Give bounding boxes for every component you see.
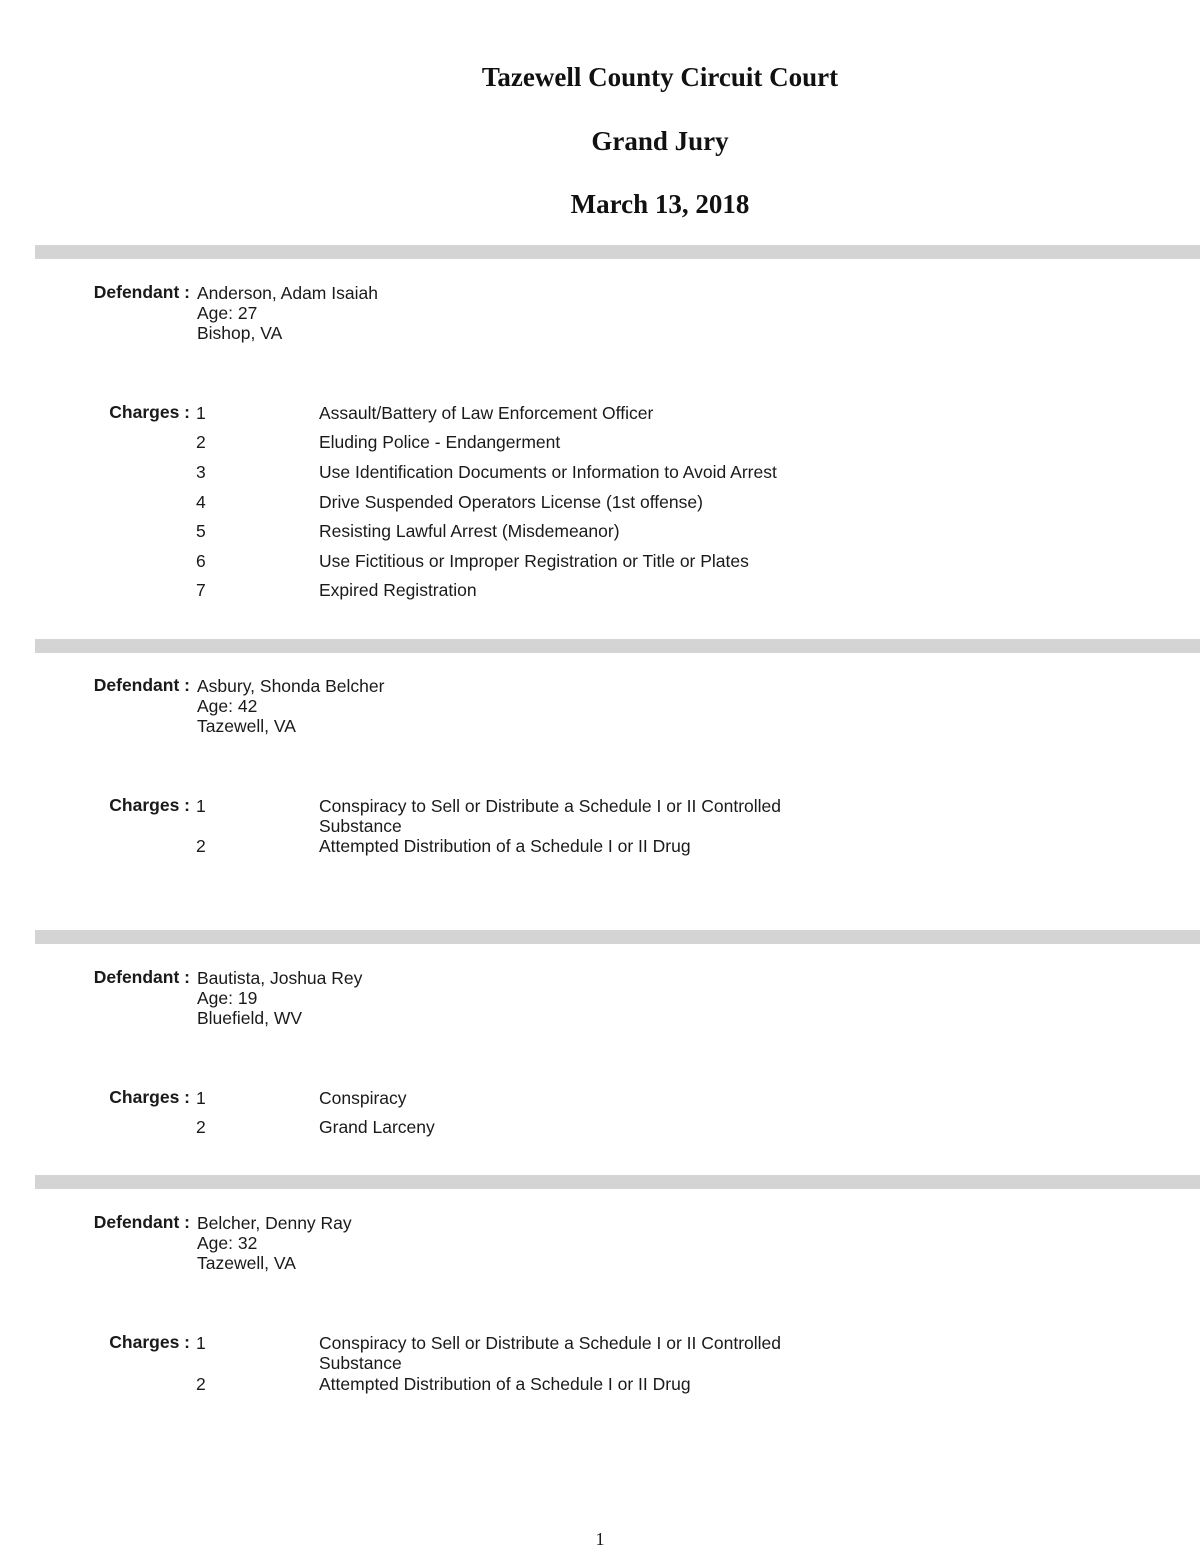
defendant-location: Tazewell, VA bbox=[197, 1253, 296, 1273]
charge-description: Resisting Lawful Arrest (Misdemeanor) bbox=[319, 521, 620, 541]
date-title: March 13, 2018 bbox=[570, 189, 750, 219]
defendant-label: Defendant : bbox=[93, 282, 190, 302]
charge-number: 1 bbox=[196, 403, 206, 423]
charge-description: Use Fictitious or Improper Registration or Title or Plates bbox=[319, 551, 749, 571]
defendant-label: Defendant : bbox=[93, 675, 190, 695]
charge-description: Use Identification Documents or Information to Avoid Arrest bbox=[319, 462, 777, 482]
court-title: Tazewell County Circuit Court bbox=[481, 62, 839, 92]
charge-number: 2 bbox=[196, 1117, 206, 1137]
section-divider bbox=[35, 639, 1200, 653]
charge-number: 2 bbox=[196, 836, 206, 856]
charge-description: Expired Registration bbox=[319, 580, 477, 600]
charge-number: 1 bbox=[196, 796, 206, 816]
charge-description: Attempted Distribution of a Schedule I or II Drug bbox=[319, 836, 691, 856]
charges-label: Charges : bbox=[109, 795, 190, 815]
defendant-name: Anderson, Adam Isaiah bbox=[197, 283, 378, 303]
defendant-location: Bluefield, WV bbox=[197, 1008, 303, 1028]
charge-description-continued: Substance bbox=[319, 1353, 402, 1373]
section-divider bbox=[35, 930, 1200, 944]
charge-number: 3 bbox=[196, 462, 206, 482]
defendant-name: Asbury, Shonda Belcher bbox=[197, 676, 385, 696]
defendant-location: Bishop, VA bbox=[197, 323, 283, 343]
charge-number: 6 bbox=[196, 551, 206, 571]
charges-label: Charges : bbox=[109, 1332, 190, 1352]
charge-number: 7 bbox=[196, 580, 206, 600]
section-divider bbox=[35, 245, 1200, 259]
defendant-age: Age: 27 bbox=[197, 303, 258, 323]
defendant-location: Tazewell, VA bbox=[197, 716, 296, 736]
charges-label: Charges : bbox=[109, 402, 190, 422]
charge-description: Conspiracy bbox=[319, 1088, 407, 1108]
defendant-age: Age: 32 bbox=[197, 1233, 258, 1253]
section-divider bbox=[35, 1175, 1200, 1189]
defendant-age: Age: 19 bbox=[197, 988, 258, 1008]
charge-number: 5 bbox=[196, 521, 206, 541]
charge-number: 2 bbox=[196, 1374, 206, 1394]
session-title: Grand Jury bbox=[591, 126, 729, 156]
defendant-label: Defendant : bbox=[93, 967, 190, 987]
charge-description-continued: Substance bbox=[319, 816, 402, 836]
charge-description: Eluding Police - Endangerment bbox=[319, 432, 561, 452]
charge-number: 2 bbox=[196, 432, 206, 452]
defendant-name: Bautista, Joshua Rey bbox=[197, 968, 363, 988]
charge-number: 1 bbox=[196, 1333, 206, 1353]
page-number: 1 bbox=[595, 1529, 605, 1549]
defendant-age: Age: 42 bbox=[197, 696, 258, 716]
defendant-name: Belcher, Denny Ray bbox=[197, 1213, 352, 1233]
charge-description: Conspiracy to Sell or Distribute a Schedule I or II Controlled bbox=[319, 796, 782, 816]
charge-number: 1 bbox=[196, 1088, 206, 1108]
charge-number: 4 bbox=[196, 492, 206, 512]
charge-description: Drive Suspended Operators License (1st offense) bbox=[319, 492, 703, 512]
defendant-label: Defendant : bbox=[93, 1212, 190, 1232]
charges-label: Charges : bbox=[109, 1087, 190, 1107]
charge-description: Conspiracy to Sell or Distribute a Schedule I or II Controlled bbox=[319, 1333, 782, 1353]
charge-description: Attempted Distribution of a Schedule I or II Drug bbox=[319, 1374, 691, 1394]
charge-description: Grand Larceny bbox=[319, 1117, 435, 1137]
charge-description: Assault/Battery of Law Enforcement Officer bbox=[319, 403, 654, 423]
